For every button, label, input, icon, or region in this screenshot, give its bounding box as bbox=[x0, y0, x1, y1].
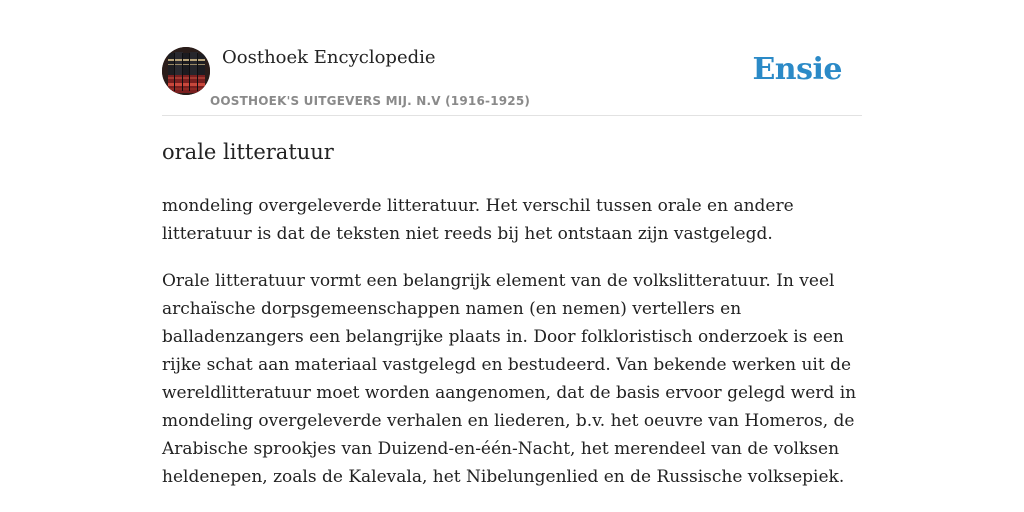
article-body bbox=[162, 192, 862, 510]
encyclopedia-books-icon[interactable] bbox=[162, 47, 210, 95]
source-title[interactable]: Oosthoek Encyclopedie bbox=[222, 47, 436, 68]
article-title: orale litteratuur bbox=[162, 140, 334, 164]
article-paragraph: Orale litteratuur vormt een belangrijk element van de volkslitteratuur. In veel archaïsche dorpsgemeenschappen namen (en nemen) vertellers en balladenzangers een belangrijke plaats in. Door folkloristisch onderzoek is een rijke schat aan materiaal vastgelegd en bestudeerd. Van bekende werken uit de wereldlitteratuur moet worden aangenomen, dat de basis ervoor gelegd werd in mondeling overgeleverde verhalen en liederen, b.v. het oeuvre van Homeros, de Arabische sprookjes van Duizend-en-één-Nacht, het merendeel van de volksen heldenepen, zoals de Kalevala, het Nibelungenlied en de Russische volksepiek. bbox=[162, 271, 857, 487]
article-paragraph: mondeling overgeleverde litteratuur. Het verschil tussen orale en andere litteratuur is dat de teksten niet reeds bij het ontstaan zijn vastgelegd. bbox=[162, 196, 794, 244]
brand-logo-link[interactable]: Ensie bbox=[752, 52, 842, 87]
page-header bbox=[162, 44, 862, 116]
source-subtitle: OOSTHOEK'S UITGEVERS MIJ. N.V (1916-1925) bbox=[210, 94, 531, 108]
